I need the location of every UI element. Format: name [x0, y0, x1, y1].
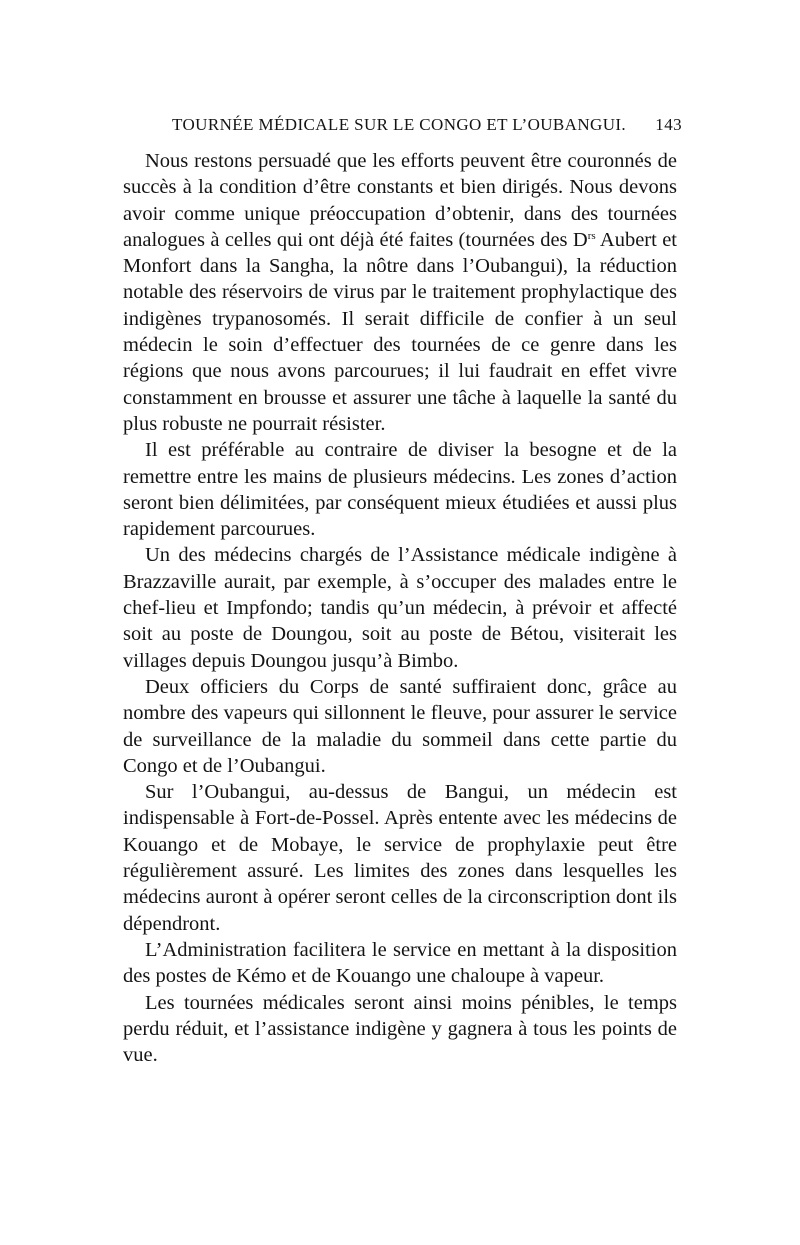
page-number: 143	[655, 115, 682, 134]
body-text	[123, 148, 677, 1068]
paragraph-1-text-b: Aubert et Monfort dans la Sangha, la nôtre dans l’Oubangui), la réduction notable des réservoirs de virus par le traitement prophylactique des indigènes trypanosomés. Il serait difficile de confier à un seul médecin le soin d’effectuer des tournées de ce genre dans les régions que nous avons parcourues; il lui faudrait en effet vivre constamment en brousse et assurer une tâche à laquelle la santé du plus robuste ne pourrait résister.	[123, 228, 677, 435]
paragraph-1	[123, 148, 677, 437]
running-head	[172, 113, 682, 137]
paragraph-7: Les tournées médicales seront ainsi moins pénibles, le temps perdu réduit, et l’assistance indigène y gagnera à tous les points de vue.	[123, 991, 677, 1067]
paragraph-5: Sur l’Oubangui, au-dessus de Bangui, un médecin est indispensable à Fort-de-Possel. Après entente avec les médecins de Kouango et de Mobaye, le service de prophylaxie peut être régulièrement assuré. Les limites des zones dans lesquelles les médecins auront à opérer seront celles de la circonscription dont ils dépendront.	[123, 781, 677, 935]
paragraph-6: L’Administration facilitera le service en mettant à la disposition des postes de Kémo et de Kouango une chaloupe à vapeur.	[123, 938, 677, 988]
paragraph-2: Il est préférable au contraire de diviser la besogne et de la remettre entre les mains de plusieurs médecins. Les zones d’action seront bien délimitées, par conséquent mieux étudiées et aussi plus rapidement parcourues.	[123, 439, 677, 541]
running-title: TOURNÉE MÉDICALE SUR LE CONGO ET L’OUBANGUI.	[172, 115, 627, 134]
paragraph-1-text-a: Nous restons persuadé que les efforts peuvent être couronnés de succès à la condition d’être constants et bien dirigés. Nous devons avoir comme unique préoccupation d’obtenir, dans des tournées analogues à celles qui ont déjà été faites (tournées des D	[123, 150, 677, 251]
paragraph-4: Deux officiers du Corps de santé suffiraient donc, grâce au nombre des vapeurs qui sillonnent le fleuve, pour assurer le service de surveillance de la maladie du sommeil dans cette partie du Congo et de l’Oubangui.	[123, 675, 677, 777]
paragraph-3: Un des médecins chargés de l’Assistance médicale indigène à Brazzaville aurait, par exemple, à s’occuper des malades entre le chef-lieu et Impfondo; tandis qu’un médecin, à prévoir et affecté soit au poste de Doungou, soit au poste de Bétou, visiterait les villages depuis Doungou jusqu’à Bimbo.	[123, 544, 677, 672]
doctors-abbreviation-superscript: rs	[587, 229, 596, 242]
